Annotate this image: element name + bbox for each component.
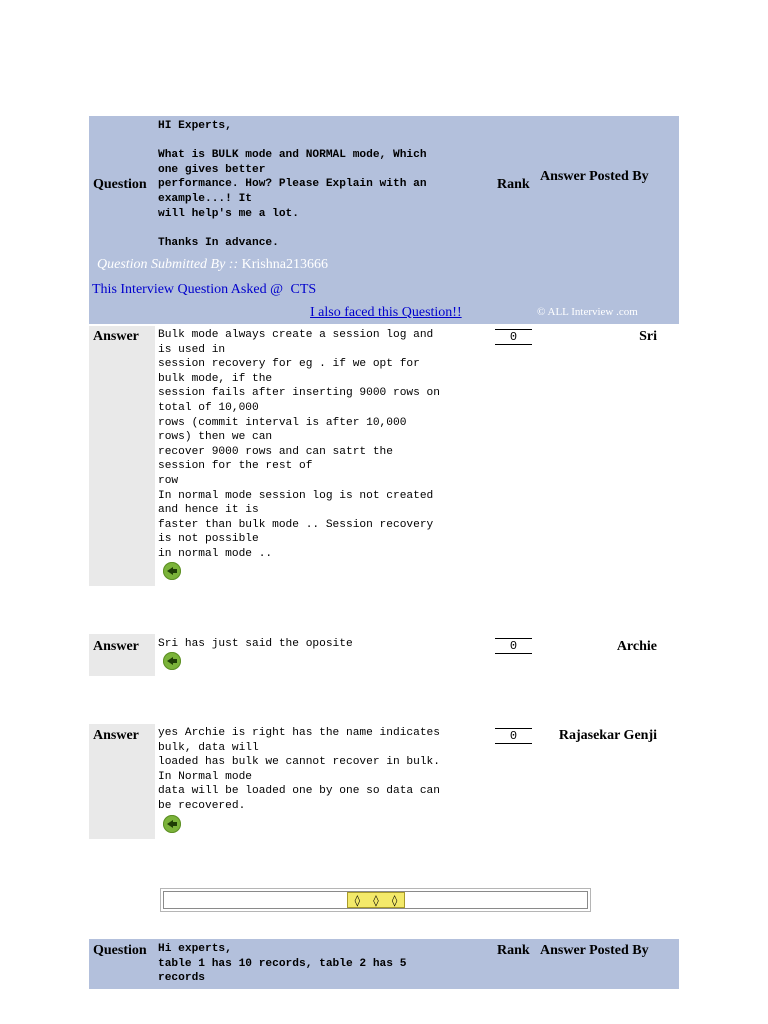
copyright-text: © ALL Interview .com <box>537 306 638 318</box>
back-arrow-icon[interactable] <box>163 562 181 580</box>
diamond-icon: ◊ <box>391 893 398 907</box>
company-link[interactable]: CTS <box>290 282 317 297</box>
answer-poster[interactable]: Rajasekar Genji <box>558 728 657 743</box>
rank-header: Rank <box>497 943 530 958</box>
submitted-by-user[interactable]: Krishna213666 <box>241 257 328 272</box>
back-arrow-icon[interactable] <box>163 652 181 670</box>
answer-poster[interactable]: Archie <box>616 639 657 654</box>
asked-at-label: This Interview Question Asked @ <box>92 282 283 297</box>
pager-bar <box>160 888 591 912</box>
answer-label: Answer <box>93 329 139 344</box>
question-label: Question <box>93 943 147 958</box>
asked-at-line <box>92 282 316 298</box>
answer-label: Answer <box>93 639 139 654</box>
answer-text: Bulk mode always create a session log and is used in session recovery for eg . if we opt for bulk mode, if the session fails after inserting 9000 rows on total of 10,000 rows (commit interval is after 10,000 rows) then we can recover 9000 rows and can satrt the session for the rest of row In normal mode session log is not created and hence it is faster than bulk mode .. Session recovery is not possible in normal mode .. <box>158 329 440 560</box>
diamond-icon: ◊ <box>373 893 379 907</box>
back-arrow-icon[interactable] <box>163 815 181 833</box>
answer-rank: 0 <box>495 638 532 654</box>
question-text: Hi experts, table 1 has 10 records, table 2 has 5 records <box>158 943 407 985</box>
answer-text: yes Archie is right has the name indicates bulk, data will loaded has bulk we cannot recover in bulk. In Normal mode data will be loaded one by one so data can be recovered. <box>158 727 440 812</box>
question-text: HI Experts, What is BULK mode and NORMAL mode, Which one gives better performance. How? Please Explain with an example...! It will help's me a lot. Thanks In advance. <box>158 120 427 249</box>
answer-posted-by-header: Answer Posted By <box>540 943 649 958</box>
rank-header: Rank <box>497 177 530 192</box>
diamond-icon: ◊ <box>354 893 361 907</box>
answer-label: Answer <box>93 728 139 743</box>
faced-question-link[interactable]: I also faced this Question!! <box>310 305 462 320</box>
answer-rank: 0 <box>495 728 532 744</box>
diamond-pager-icon[interactable] <box>347 892 405 908</box>
answer-posted-by-header: Answer Posted By <box>540 169 649 184</box>
submitted-by-label: Question Submitted By :: <box>97 257 239 272</box>
answer-text: Sri has just said the oposite <box>158 638 353 650</box>
answer-rank: 0 <box>495 329 532 345</box>
question-label: Question <box>93 177 147 192</box>
answer-label-cell <box>89 326 155 586</box>
answer-poster[interactable]: Sri <box>639 329 657 344</box>
question-submitted-by <box>97 257 328 273</box>
